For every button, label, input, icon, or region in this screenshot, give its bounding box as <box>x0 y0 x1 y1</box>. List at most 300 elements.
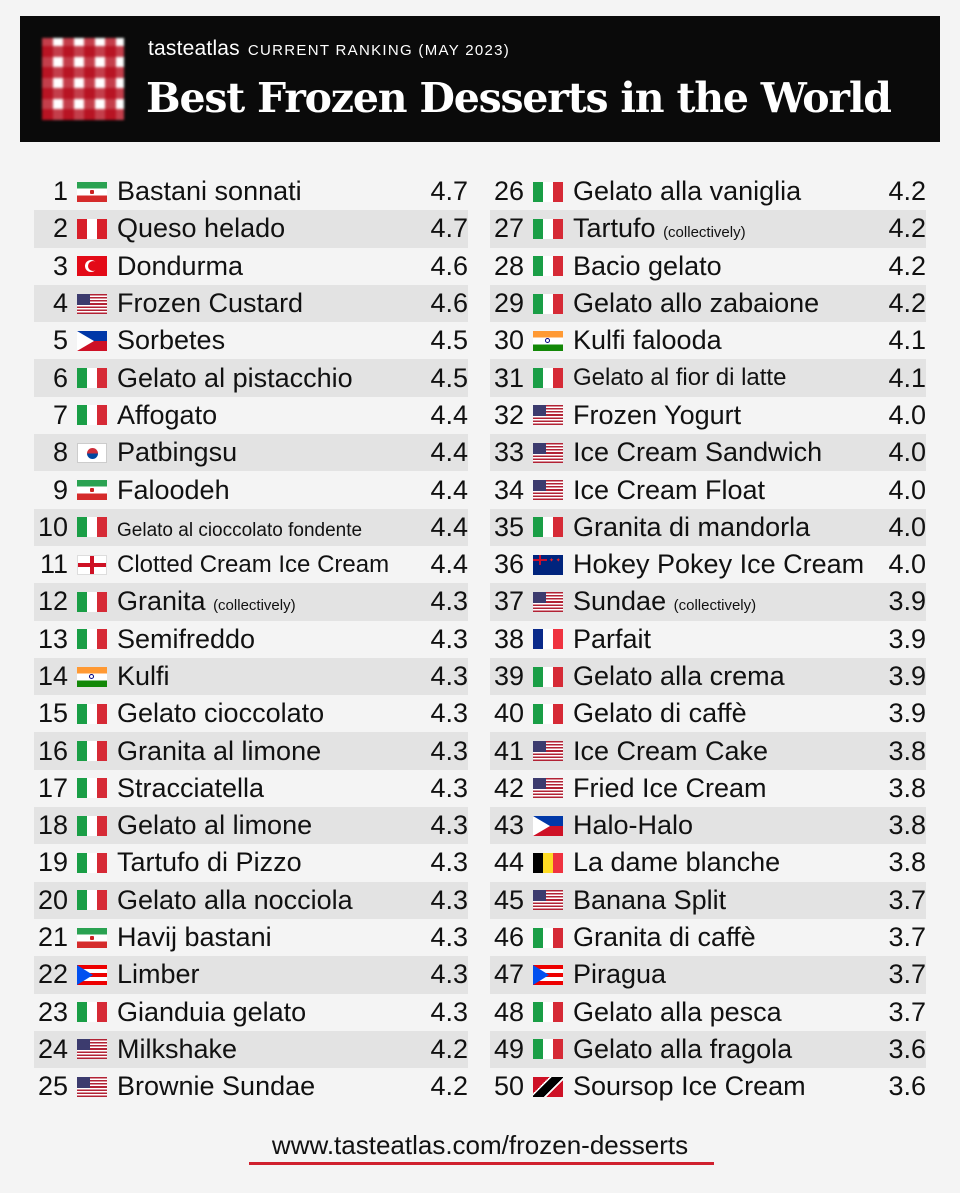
flag-pr-icon <box>77 965 107 985</box>
rank-number: 42 <box>493 772 524 803</box>
flag-it-icon <box>533 256 563 276</box>
dessert-name: Bacio gelato <box>573 250 722 281</box>
rank-number: 5 <box>52 325 68 356</box>
dessert-name-cell <box>117 773 420 804</box>
flag-ir-icon <box>77 480 107 500</box>
ranking-row <box>34 732 468 769</box>
dessert-name: Affogato <box>117 399 218 430</box>
rank-number: 26 <box>493 176 524 207</box>
rating-score: 4.0 <box>888 437 926 468</box>
dessert-name: Piragua <box>573 959 667 990</box>
dessert-name: Gelato al cioccolato fondente <box>117 519 363 541</box>
flag-nz-icon <box>533 555 563 575</box>
dessert-name: Bastani sonnati <box>117 176 302 207</box>
dessert-name-cell <box>117 512 420 543</box>
rating-score: 4.1 <box>888 362 926 393</box>
ranking-row <box>34 397 468 434</box>
ranking-row <box>490 658 926 695</box>
dessert-name-cell <box>573 736 878 767</box>
dessert-name: Tartufo <box>573 213 656 244</box>
dessert-name: Granita di caffè <box>573 922 756 953</box>
ranking-column-right <box>490 173 926 1105</box>
footer-url-link[interactable]: www.tasteatlas.com/frozen-desserts <box>271 1130 689 1160</box>
rating-score: 4.4 <box>430 549 468 580</box>
ranking-row <box>34 994 468 1031</box>
dessert-name-cell <box>117 997 420 1028</box>
ranking-row <box>34 583 468 620</box>
flag-in-icon <box>77 667 107 687</box>
rating-score: 4.4 <box>430 437 468 468</box>
rating-score: 3.8 <box>888 810 926 841</box>
rank-number: 18 <box>37 810 68 841</box>
rating-score: 3.7 <box>888 959 926 990</box>
checkered-tablecloth-logo <box>42 38 124 120</box>
dessert-name-cell <box>573 698 878 729</box>
dessert-name-cell <box>573 1071 878 1102</box>
flag-us-icon <box>533 443 563 463</box>
rank-number: 23 <box>37 996 68 1027</box>
dessert-name: Semifreddo <box>117 623 256 654</box>
rank-number: 24 <box>37 1033 68 1064</box>
dessert-name-cell <box>573 437 878 468</box>
rating-score: 4.3 <box>430 623 468 654</box>
ranking-row <box>34 546 468 583</box>
dessert-name: Clotted Cream Ice Cream <box>117 550 390 578</box>
flag-it-icon <box>77 853 107 873</box>
dessert-name-cell <box>573 400 878 431</box>
dessert-name: Gelato allo zabaione <box>573 288 820 319</box>
ranking-row <box>490 248 926 285</box>
ranking-row <box>34 509 468 546</box>
dessert-name-cell <box>117 1071 420 1102</box>
dessert-name-cell <box>117 810 420 841</box>
dessert-name: Brownie Sundae <box>117 1071 316 1102</box>
dessert-name: Ice Cream Float <box>573 474 766 505</box>
rating-score: 4.0 <box>888 511 926 542</box>
rank-number: 32 <box>493 399 524 430</box>
dessert-name-cell <box>573 661 878 692</box>
flag-fr-icon <box>533 629 563 649</box>
dessert-name: Gianduia gelato <box>117 996 307 1027</box>
rank-number: 43 <box>493 810 524 841</box>
dessert-name: Milkshake <box>117 1033 238 1064</box>
dessert-name-cell <box>117 959 420 990</box>
dessert-name: Parfait <box>573 623 652 654</box>
rating-score: 4.2 <box>888 176 926 207</box>
flag-kr-icon <box>77 443 107 463</box>
ranking-row <box>34 882 468 919</box>
rating-score: 4.3 <box>430 735 468 766</box>
flag-us-icon <box>533 592 563 612</box>
dessert-name-cell <box>117 885 420 916</box>
dessert-name-cell <box>573 549 878 580</box>
flag-it-icon <box>77 1002 107 1022</box>
rank-number: 33 <box>493 437 524 468</box>
rating-score: 4.3 <box>430 847 468 878</box>
flag-it-icon <box>533 704 563 724</box>
flag-it-icon <box>533 517 563 537</box>
ranking-row <box>490 210 926 247</box>
flag-gb-icon <box>77 555 107 575</box>
dessert-name-cell <box>573 288 878 319</box>
rank-number: 13 <box>37 623 68 654</box>
flag-it-icon <box>77 741 107 761</box>
rank-number: 6 <box>52 362 68 393</box>
flag-it-icon <box>77 405 107 425</box>
dessert-name: Gelato alla pesca <box>573 996 782 1027</box>
rating-score: 4.7 <box>430 176 468 207</box>
dessert-name: Granita al limone <box>117 735 322 766</box>
flag-it-icon <box>533 368 563 388</box>
flag-us-icon <box>533 480 563 500</box>
ranking-row <box>34 210 468 247</box>
rank-number: 27 <box>493 213 524 244</box>
rating-score: 3.9 <box>888 698 926 729</box>
flag-it-icon <box>533 294 563 314</box>
dessert-name: Dondurma <box>117 250 244 281</box>
dessert-name: La dame blanche <box>573 847 781 878</box>
ranking-row <box>490 285 926 322</box>
dessert-name: Stracciatella <box>117 772 265 803</box>
dessert-name-cell <box>117 325 420 356</box>
dessert-name: Patbingsu <box>117 437 238 468</box>
dessert-name: Soursop Ice Cream <box>573 1071 806 1102</box>
flag-us-icon <box>533 741 563 761</box>
ranking-row <box>490 956 926 993</box>
flag-us-icon <box>533 778 563 798</box>
rank-number: 17 <box>37 772 68 803</box>
dessert-name: Ice Cream Cake <box>573 735 769 766</box>
rank-number: 50 <box>493 1071 524 1102</box>
rating-score: 4.6 <box>430 288 468 319</box>
rank-number: 45 <box>493 884 524 915</box>
dessert-name-cell <box>117 698 420 729</box>
dessert-name: Gelato al pistacchio <box>117 362 353 393</box>
rating-score: 4.2 <box>430 1033 468 1064</box>
ranking-row <box>34 770 468 807</box>
dessert-name-cell <box>573 847 878 878</box>
dessert-name-cell <box>573 213 878 244</box>
rank-number: 48 <box>493 996 524 1027</box>
ranking-row <box>490 397 926 434</box>
dessert-name-cell <box>573 364 878 392</box>
rating-score: 4.3 <box>430 586 468 617</box>
ranking-row <box>34 844 468 881</box>
ranking-row <box>490 173 926 210</box>
rank-number: 28 <box>493 250 524 281</box>
flag-it-icon <box>533 1002 563 1022</box>
ranking-row <box>490 882 926 919</box>
rank-number: 49 <box>493 1033 524 1064</box>
dessert-name-cell <box>117 475 420 506</box>
dessert-name-cell <box>573 624 878 655</box>
flag-it-icon <box>77 517 107 537</box>
rank-number: 2 <box>52 213 68 244</box>
flag-pe-icon <box>77 219 107 239</box>
rating-score: 4.3 <box>430 661 468 691</box>
dessert-name-cell <box>117 213 420 244</box>
rating-score: 3.8 <box>888 847 926 878</box>
ranking-row <box>34 956 468 993</box>
rank-number: 31 <box>493 362 524 393</box>
flag-it-icon <box>77 592 107 612</box>
ranking-row <box>34 1068 468 1105</box>
rank-number: 10 <box>37 511 68 542</box>
dessert-name-cell <box>573 773 878 804</box>
dessert-name: Sundae <box>573 586 667 617</box>
rank-number: 29 <box>493 288 524 319</box>
rating-score: 4.3 <box>430 884 468 915</box>
dessert-name-cell <box>117 400 420 431</box>
ranking-row <box>490 359 926 396</box>
dessert-name: Fried Ice Cream <box>573 772 767 803</box>
dessert-name-cell <box>573 586 878 617</box>
ranking-row <box>490 434 926 471</box>
dessert-name-cell <box>117 661 420 692</box>
rank-number: 34 <box>493 474 524 505</box>
rating-score: 4.0 <box>888 549 926 580</box>
ranking-row <box>34 658 468 695</box>
rank-number: 47 <box>493 959 524 990</box>
flag-ir-icon <box>77 928 107 948</box>
flag-tt-icon <box>533 1077 563 1097</box>
brand-line <box>148 38 510 59</box>
rank-number: 14 <box>37 661 68 691</box>
rating-score: 3.9 <box>888 661 926 691</box>
dessert-name: Sorbetes <box>117 325 226 356</box>
rank-number: 46 <box>493 922 524 953</box>
ranking-row <box>34 322 468 359</box>
rating-score: 4.1 <box>888 325 926 356</box>
rating-score: 4.2 <box>430 1071 468 1102</box>
rank-number: 39 <box>493 661 524 691</box>
dessert-name-cell <box>117 363 420 394</box>
rating-score: 4.2 <box>888 288 926 319</box>
dessert-name: Limber <box>117 959 200 990</box>
flag-us-icon <box>533 405 563 425</box>
dessert-name: Frozen Custard <box>117 288 304 319</box>
rating-score: 3.9 <box>888 623 926 654</box>
rank-number: 40 <box>493 698 524 729</box>
dessert-name: Gelato alla fragola <box>573 1033 793 1064</box>
rank-number: 3 <box>52 250 68 281</box>
rank-number: 11 <box>39 549 68 580</box>
flag-be-icon <box>533 853 563 873</box>
dessert-name: Frozen Yogurt <box>573 399 742 430</box>
ranking-row <box>490 732 926 769</box>
ranking-row <box>34 471 468 508</box>
rank-number: 19 <box>37 847 68 878</box>
dessert-name: Gelato cioccolato <box>117 698 325 729</box>
rating-score: 3.8 <box>888 772 926 803</box>
flag-it-icon <box>533 928 563 948</box>
rating-score: 4.3 <box>430 698 468 729</box>
dessert-name-cell <box>573 325 878 356</box>
ranking-row <box>34 434 468 471</box>
dessert-note: (collectively) <box>663 224 746 242</box>
rating-score: 4.3 <box>430 996 468 1027</box>
dessert-name: Queso helado <box>117 213 286 244</box>
ranking-row <box>34 285 468 322</box>
rank-number: 44 <box>493 847 524 878</box>
rating-score: 4.4 <box>430 511 468 542</box>
ranking-row <box>490 807 926 844</box>
flag-us-icon <box>533 890 563 910</box>
rank-number: 41 <box>493 735 524 766</box>
ranking-column-left <box>34 173 468 1105</box>
dessert-name: Havij bastani <box>117 922 272 953</box>
rank-number: 12 <box>37 586 68 617</box>
flag-it-icon <box>77 816 107 836</box>
flag-it-icon <box>77 890 107 910</box>
rating-score: 4.4 <box>430 474 468 505</box>
dessert-name-cell <box>573 475 878 506</box>
rating-score: 4.0 <box>888 474 926 505</box>
rating-score: 3.9 <box>888 586 926 617</box>
ranking-row <box>490 1031 926 1068</box>
ranking-row <box>490 583 926 620</box>
dessert-name: Tartufo di Pizzo <box>117 847 302 878</box>
rating-score: 4.3 <box>430 922 468 953</box>
dessert-name: Banana Split <box>573 884 727 915</box>
ranking-row <box>490 621 926 658</box>
rank-number: 20 <box>37 884 68 915</box>
flag-it-icon <box>533 219 563 239</box>
dessert-name-cell <box>117 176 420 207</box>
ranking-row <box>490 546 926 583</box>
flag-it-icon <box>77 368 107 388</box>
dessert-name: Gelato alla vaniglia <box>573 176 802 207</box>
ranking-row <box>34 695 468 732</box>
rating-score: 4.0 <box>888 399 926 430</box>
dessert-name: Granita di mandorla <box>573 511 811 542</box>
rank-number: 4 <box>52 288 68 319</box>
ranking-row <box>34 621 468 658</box>
dessert-name-cell <box>117 288 420 319</box>
header-banner <box>20 16 940 142</box>
dessert-name-cell <box>117 586 420 617</box>
page-title: Best Frozen Desserts in the World <box>146 74 891 122</box>
rating-score: 4.5 <box>430 362 468 393</box>
rating-score: 3.6 <box>888 1071 926 1102</box>
ranking-row <box>34 919 468 956</box>
dessert-name: Faloodeh <box>117 474 230 505</box>
flag-ph-icon <box>533 816 563 836</box>
ranking-row <box>34 807 468 844</box>
flag-us-icon <box>77 1077 107 1097</box>
ranking-row <box>490 994 926 1031</box>
ranking-row <box>490 919 926 956</box>
dessert-name: Hokey Pokey Ice Cream <box>573 549 865 580</box>
dessert-name: Halo-Halo <box>573 810 694 841</box>
ranking-row <box>490 471 926 508</box>
dessert-name-cell <box>117 437 420 468</box>
flag-it-icon <box>533 667 563 687</box>
flag-us-icon <box>77 294 107 314</box>
flag-it-icon <box>533 182 563 202</box>
flag-it-icon <box>533 1039 563 1059</box>
dessert-name-cell <box>573 922 878 953</box>
rating-score: 4.7 <box>430 213 468 244</box>
footer-url-underline <box>249 1162 714 1165</box>
dessert-name-cell <box>573 512 878 543</box>
rank-number: 25 <box>37 1071 68 1102</box>
rating-score: 3.7 <box>888 996 926 1027</box>
ranking-row <box>490 322 926 359</box>
rating-score: 4.3 <box>430 810 468 841</box>
dessert-name-cell <box>573 251 878 282</box>
dessert-name-cell <box>117 251 420 282</box>
ranking-row <box>490 1068 926 1105</box>
dessert-name-cell <box>117 624 420 655</box>
rating-score: 4.3 <box>430 959 468 990</box>
rank-number: 7 <box>52 399 68 430</box>
rating-score: 4.5 <box>430 325 468 356</box>
dessert-name-cell <box>573 959 878 990</box>
flag-ir-icon <box>77 182 107 202</box>
dessert-name: Gelato di caffè <box>573 698 747 729</box>
dessert-name-cell <box>117 847 420 878</box>
ranking-row <box>490 695 926 732</box>
rank-number: 35 <box>493 511 524 542</box>
ranking-row <box>490 509 926 546</box>
ranking-row <box>490 844 926 881</box>
dessert-name-cell <box>117 736 420 767</box>
rank-number: 15 <box>37 698 68 729</box>
rank-number: 8 <box>52 437 68 468</box>
flag-in-icon <box>533 331 563 351</box>
rank-number: 30 <box>493 325 524 356</box>
ranking-row <box>490 770 926 807</box>
dessert-name-cell <box>573 176 878 207</box>
dessert-name-cell <box>573 997 878 1028</box>
rating-score: 4.2 <box>888 213 926 244</box>
dessert-name: Kulfi falooda <box>573 325 722 356</box>
brand-name: tasteatlas <box>148 37 240 60</box>
ranking-label: CURRENT RANKING (MAY 2023) <box>247 42 511 59</box>
rating-score: 4.3 <box>430 772 468 803</box>
dessert-name-cell <box>573 1034 878 1065</box>
dessert-name: Gelato al limone <box>117 810 313 841</box>
rating-score: 4.6 <box>430 250 468 281</box>
dessert-name: Kulfi <box>117 661 170 691</box>
dessert-name-cell <box>117 551 420 579</box>
dessert-name-cell <box>117 1034 420 1065</box>
dessert-name-cell <box>573 810 878 841</box>
dessert-name-cell <box>573 885 878 916</box>
dessert-note: (collectively) <box>213 597 296 615</box>
flag-it-icon <box>77 778 107 798</box>
ranking-row <box>34 173 468 210</box>
dessert-name: Gelato al fior di latte <box>573 364 787 392</box>
rank-number: 16 <box>37 735 68 766</box>
rank-number: 38 <box>493 623 524 654</box>
ranking-row <box>34 359 468 396</box>
rating-score: 4.4 <box>430 399 468 430</box>
rating-score: 3.7 <box>888 922 926 953</box>
dessert-name: Ice Cream Sandwich <box>573 437 823 468</box>
rating-score: 3.6 <box>888 1033 926 1064</box>
flag-it-icon <box>77 629 107 649</box>
rank-number: 21 <box>37 922 68 953</box>
rank-number: 1 <box>52 176 68 207</box>
flag-pr-icon <box>533 965 563 985</box>
dessert-name: Gelato alla nocciola <box>117 884 353 915</box>
rank-number: 22 <box>37 959 68 990</box>
rank-number: 36 <box>493 549 524 580</box>
rank-number: 37 <box>493 586 524 617</box>
rating-score: 3.7 <box>888 884 926 915</box>
